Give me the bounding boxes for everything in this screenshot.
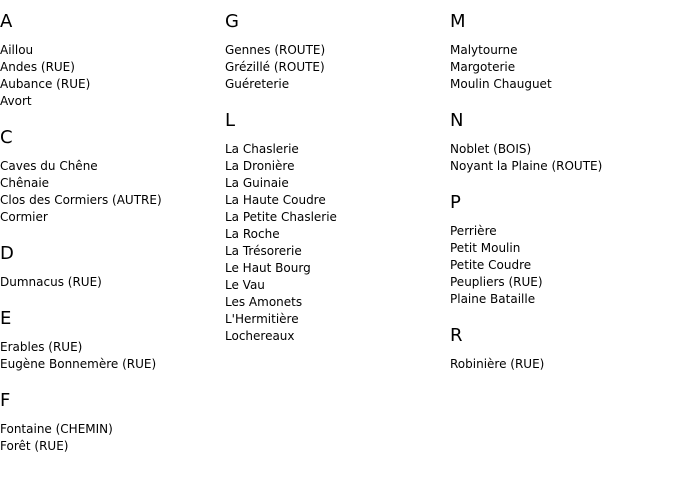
street-link[interactable]: Eugène Bonnemère (RUE) — [0, 357, 157, 371]
letter-section — [0, 244, 225, 291]
index-column-1 — [0, 0, 225, 455]
street-link[interactable]: Perrière — [450, 224, 497, 238]
letter-section — [225, 111, 450, 345]
street-link[interactable]: Lochereaux — [225, 329, 295, 343]
street-link[interactable]: Noblet (BOIS) — [450, 142, 532, 156]
letter-section — [225, 12, 450, 93]
street-link[interactable]: Fontaine (CHEMIN) — [0, 422, 113, 436]
street-list — [450, 42, 675, 93]
street-link[interactable]: Le Haut Bourg — [225, 261, 311, 275]
street-link[interactable]: L'Hermitière — [225, 312, 299, 326]
section-letter-heading: P — [450, 192, 461, 213]
street-list — [0, 158, 225, 226]
street-link[interactable]: Peupliers (RUE) — [450, 275, 543, 289]
street-link[interactable]: Caves du Chêne — [0, 159, 98, 173]
letter-section — [450, 111, 675, 175]
section-letter-heading: R — [450, 325, 463, 346]
street-link[interactable]: La Guinaie — [225, 176, 289, 190]
section-letter-heading: M — [450, 11, 466, 32]
section-letter-heading: N — [450, 110, 464, 131]
street-link[interactable]: La Petite Chaslerie — [225, 210, 337, 224]
street-link[interactable]: Les Amonets — [225, 295, 303, 309]
street-link[interactable]: Gennes (ROUTE) — [225, 43, 326, 57]
street-link[interactable]: Cormier — [0, 210, 48, 224]
street-link[interactable]: Plaine Bataille — [450, 292, 536, 306]
section-letter-heading: A — [0, 11, 13, 32]
section-letter-heading: D — [0, 243, 14, 264]
street-link[interactable]: Forêt (RUE) — [0, 439, 69, 453]
street-list — [450, 356, 675, 373]
street-list — [225, 141, 450, 345]
section-letter-heading: G — [225, 11, 239, 32]
street-link[interactable]: Clos des Cormiers (AUTRE) — [0, 193, 162, 207]
letter-section — [0, 128, 225, 226]
street-link[interactable]: Chênaie — [0, 176, 50, 190]
street-list — [0, 339, 225, 373]
street-list — [225, 42, 450, 93]
street-link[interactable]: La Chaslerie — [225, 142, 299, 156]
letter-section — [450, 193, 675, 308]
index-column-2 — [225, 0, 450, 345]
street-link[interactable]: Erables (RUE) — [0, 340, 83, 354]
street-link[interactable]: Le Vau — [225, 278, 265, 292]
street-link[interactable]: Malytourne — [450, 43, 518, 57]
street-link[interactable]: Noyant la Plaine (ROUTE) — [450, 159, 603, 173]
letter-section — [0, 309, 225, 373]
street-link[interactable]: La Dronière — [225, 159, 295, 173]
letter-section — [450, 12, 675, 93]
street-link[interactable]: Robinière (RUE) — [450, 357, 545, 371]
street-list — [0, 42, 225, 110]
street-link[interactable]: La Roche — [225, 227, 280, 241]
section-letter-heading: E — [0, 308, 12, 329]
street-link[interactable]: Aubance (RUE) — [0, 77, 91, 91]
section-letter-heading: C — [0, 127, 13, 148]
street-link[interactable]: Avort — [0, 94, 32, 108]
index-column-3 — [450, 0, 675, 373]
street-link[interactable]: Petit Moulin — [450, 241, 521, 255]
street-link[interactable]: Margoterie — [450, 60, 516, 74]
street-link[interactable]: La Haute Coudre — [225, 193, 326, 207]
street-link[interactable]: Moulin Chauguet — [450, 77, 552, 91]
street-link[interactable]: Guéreterie — [225, 77, 290, 91]
street-list — [0, 421, 225, 455]
section-letter-heading: F — [0, 390, 11, 411]
street-link[interactable]: Petite Coudre — [450, 258, 532, 272]
section-letter-heading: L — [225, 110, 236, 131]
street-list — [450, 141, 675, 175]
street-link[interactable]: Grézillé (ROUTE) — [225, 60, 325, 74]
street-link[interactable]: La Trésorerie — [225, 244, 302, 258]
street-list — [450, 223, 675, 308]
street-link[interactable]: Dumnacus (RUE) — [0, 275, 102, 289]
street-link[interactable]: Andes (RUE) — [0, 60, 75, 74]
letter-section — [0, 12, 225, 110]
letter-section — [0, 391, 225, 455]
street-list — [0, 274, 225, 291]
letter-section — [450, 326, 675, 373]
street-link[interactable]: Aillou — [0, 43, 34, 57]
